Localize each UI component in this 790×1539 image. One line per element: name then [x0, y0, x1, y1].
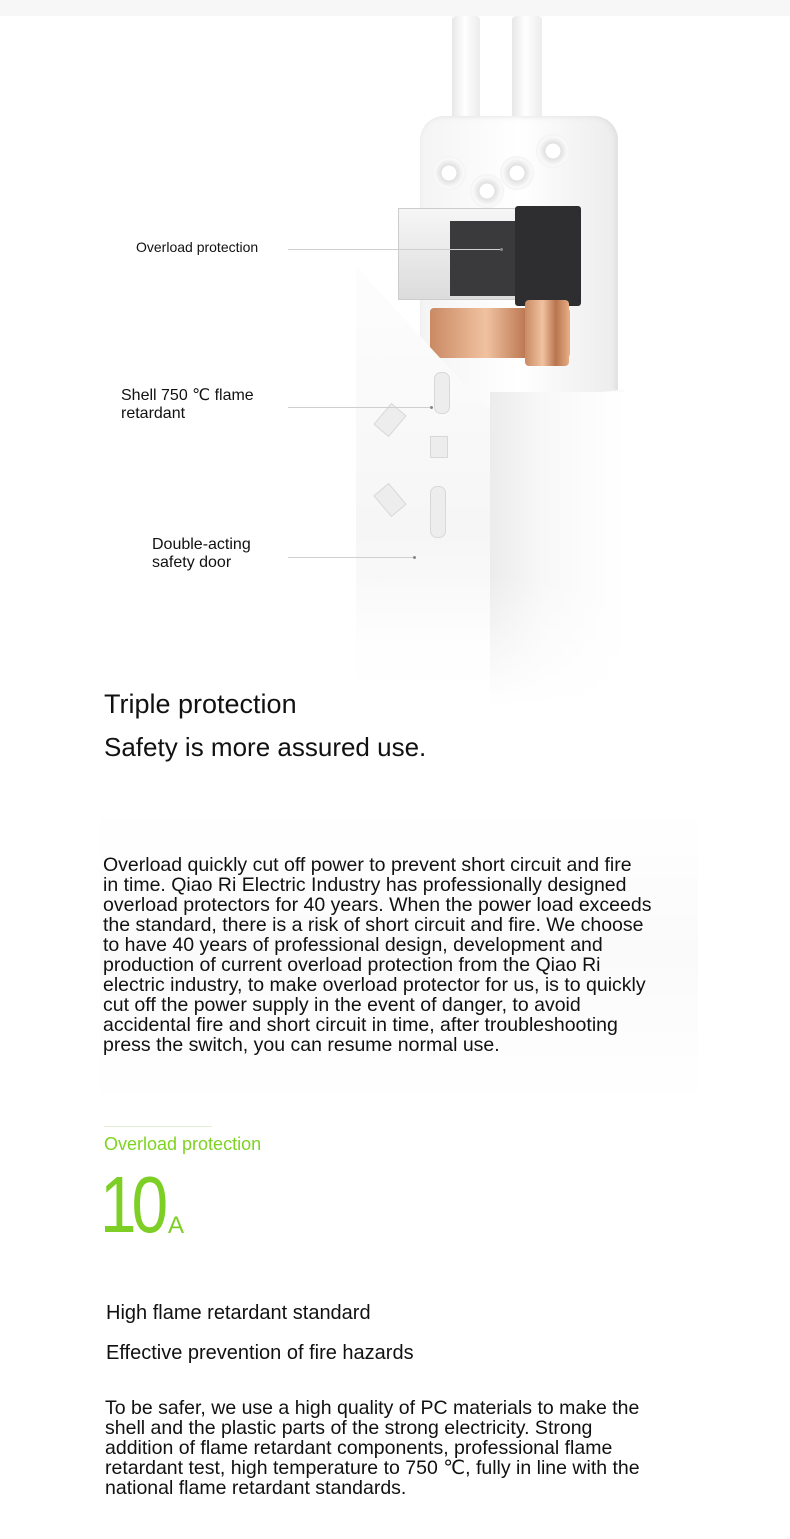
- section2-subtitle: Effective prevention of fire hazards: [106, 1342, 414, 1364]
- section-subtitle: Safety is more assured use.: [104, 732, 427, 762]
- body-line: To be safer, we use a high quality of PC materials to make the: [105, 1397, 640, 1419]
- body-line: press the switch, you can resume normal use.: [103, 1034, 500, 1056]
- callout-shell-line2: retardant: [121, 405, 186, 422]
- top-strip: [0, 0, 790, 16]
- callout-shell-line1: Shell 750 ℃ flame: [121, 387, 254, 404]
- accent-rule: [104, 1126, 212, 1127]
- socket-slot: [430, 486, 446, 538]
- section-body: [103, 855, 698, 1055]
- body-line: cut off the power supply in the event of danger, to avoid: [103, 994, 581, 1016]
- callout-overload-protection: Overload protection: [136, 239, 259, 255]
- body-line: shell and the plastic parts of the strong electricity. Strong: [105, 1417, 593, 1439]
- screw-post: [470, 174, 504, 208]
- screw-post: [536, 134, 570, 168]
- body-line: to have 40 years of professional design, development and: [103, 934, 603, 956]
- body-line: Overload quickly cut off power to prevent short circuit and fire: [103, 854, 632, 876]
- screw-post: [432, 156, 466, 190]
- section2-title: High flame retardant standard: [106, 1302, 371, 1324]
- callout-leader: [288, 249, 500, 250]
- callout-door-line2: safety door: [152, 554, 232, 571]
- body-line: in time. Qiao Ri Electric Industry has professionally designed: [103, 874, 627, 896]
- callout-dot: [413, 556, 416, 559]
- socket-slot: [434, 372, 450, 414]
- body-line: retardant test, high temperature to 750 ℃, fully in line with the: [105, 1457, 640, 1479]
- body-line: addition of flame retardant components, professional flame: [105, 1437, 613, 1459]
- body-line: electric industry, to make overload protector for us, is to quickly: [103, 974, 646, 996]
- overload-breaker-switch: [515, 206, 581, 306]
- bottom-fade: [340, 576, 640, 706]
- section2-body: [105, 1398, 700, 1498]
- power-strip-cutaway-illustration: [340, 16, 640, 706]
- body-line: the standard, there is a risk of short circuit and fire. We choose: [103, 914, 644, 936]
- callout-leader: [288, 407, 430, 408]
- body-line: national flame retardant standards.: [105, 1477, 407, 1499]
- copper-contact-clip: [525, 300, 569, 366]
- body-line: overload protectors for 40 years. When the power load exceeds: [103, 894, 652, 916]
- spec-label: Overload protection: [104, 1134, 262, 1154]
- callout-leader: [288, 557, 413, 558]
- socket-slot: [430, 436, 448, 458]
- callout-door-line1: Double-acting: [152, 536, 251, 553]
- body-line: accidental fire and short circuit in time, after troubleshooting: [103, 1014, 618, 1036]
- body-line: production of current overload protection from the Qiao Ri: [103, 954, 601, 976]
- screw-post: [500, 156, 534, 190]
- spec-value: 10: [100, 1160, 164, 1249]
- callout-dot: [430, 406, 433, 409]
- spec-unit: A: [168, 1212, 185, 1239]
- section-title: Triple protection: [104, 689, 297, 719]
- callout-dot: [500, 248, 503, 251]
